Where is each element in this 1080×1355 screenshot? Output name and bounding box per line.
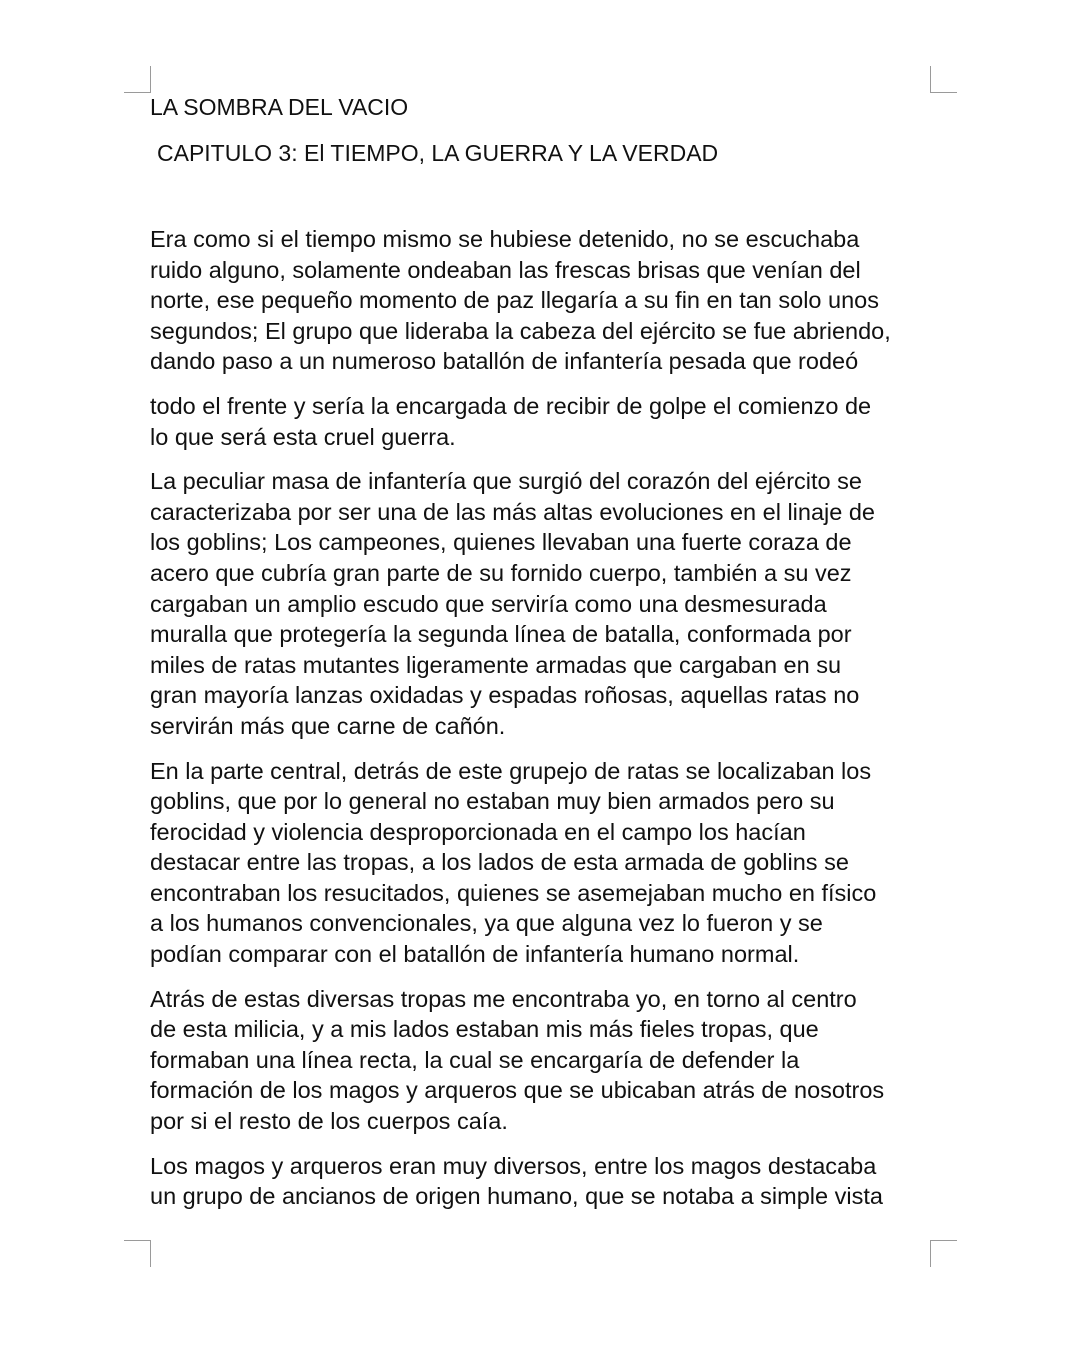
crop-mark-bottom-right [930,1240,957,1267]
paragraph: Atrás de estas diversas tropas me encontraba yo, en torno al centro de esta milicia, y a mis lados estaban mis más fieles tropas, que formaban una línea recta, la cual se encargaría de defender la formación de los magos y arqueros que se ubicaban atrás de nosotros por si el resto de los cuerpos caía. [150,985,885,1135]
document-title: LA SOMBRA DEL VACIO [150,94,409,120]
crop-mark-top-left [124,66,151,93]
body-text [150,224,940,1212]
crop-mark-bottom-left [124,1240,151,1267]
paragraph: La peculiar masa de infantería que surgió del corazón del ejército se caracterizaba por ser una de las más altas evoluciones en el linaje de los goblins; Los campeones, quienes llevaban una fuerte coraza de acero que cubría gran parte de su fornido cuerpo, también a su vez cargaban un amplio escudo que serviría como una desmesurada muralla que protegería la segunda línea de batalla, conformada por miles de ratas mutantes ligeramente armadas que cargaban en su gran mayoría lanzas oxidadas y espadas roñosas, aquellas ratas no servirán más que carne de cañón. [150,468,876,739]
paragraph: Era como si el tiempo mismo se hubiese detenido, no se escuchaba ruido alguno, solamente ondeaban las frescas brisas que venían del norte, ese pequeño momento de paz llegaría a su fin en tan solo unos segundos; El grupo que lideraba la cabeza del ejército se fue abriendo, dando paso a un numeroso batallón de infantería pesada que rodeó [150,226,891,375]
paragraph: Los magos y arqueros eran muy diversos, entre los magos destacaba un grupo de ancianos de origen humano, que se notaba a simple vista [150,1152,883,1210]
paragraph: todo el frente y sería la encargada de recibir de golpe el comienzo de lo que será esta cruel guerra. [150,392,872,450]
paragraph: En la parte central, detrás de este grupejo de ratas se localizaban los goblins, que por lo general no estaban muy bien armados pero su ferocidad y violencia desproporcionada en el campo los hacían destacar entre las tropas, a los lados de esta armada de goblins se encontraban los resucitados, quienes se asemejaban mucho en físico a los humanos convencionales, ya que alguna vez lo fueron y se podían comparar con el batallón de infantería humano normal. [150,757,877,968]
chapter-heading: CAPITULO 3: El TIEMPO, LA GUERRA Y LA VERDAD [157,140,719,166]
document-page [150,90,940,1226]
crop-mark-top-right [930,66,957,93]
